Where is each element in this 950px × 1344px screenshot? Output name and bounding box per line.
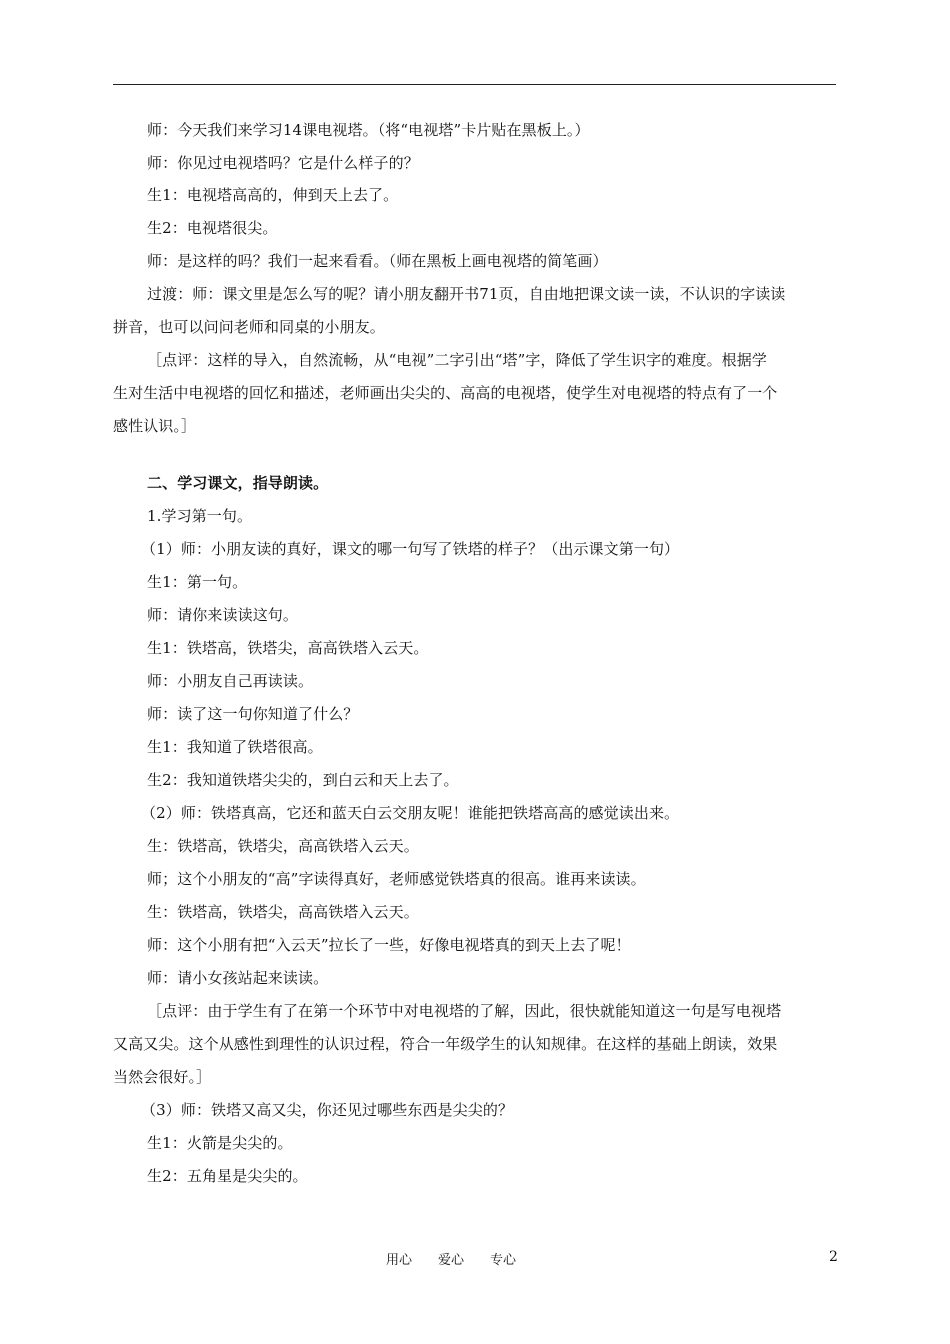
paragraph-line: 生1：电视塔高高的，伸到天上去了。: [147, 186, 399, 204]
paragraph-line: 生1：我知道了铁塔很高。: [147, 738, 323, 756]
paragraph-line: 师：请小女孩站起来读读。: [147, 969, 329, 987]
paragraph-line: 生1：火箭是尖尖的。: [147, 1134, 293, 1152]
paragraph-line: 拼音，也可以问问老师和同桌的小朋友。: [113, 318, 385, 336]
paragraph-line: 生：铁塔高，铁塔尖，高高铁塔入云天。: [147, 837, 419, 855]
page-number: 2: [829, 1249, 838, 1265]
header-rule: [113, 84, 836, 85]
paragraph-line: 生2：电视塔很尖。: [147, 219, 278, 237]
commentary-line: 感性认识。］: [113, 417, 197, 435]
commentary-line: ［点评：由于学生有了在第一个环节中对电视塔的了解，因此，很快就能知道这一句是写电视塔: [147, 1002, 782, 1020]
commentary-line: 又高又尖。这个从感性到理性的认识过程，符合一年级学生的认知规律。在这样的基础上朗读，效果: [113, 1035, 778, 1053]
paragraph-line: 生1：第一句。: [147, 573, 248, 591]
paragraph-line: 师；这个小朋友的“高”字读得真好，老师感觉铁塔真的很高。谁再来读读。: [147, 870, 646, 888]
paragraph-line: 过渡：师：课文里是怎么写的呢？请小朋友翻开书71页，自由地把课文读一读，不认识的字读读: [147, 285, 786, 303]
paragraph-line: 生2：我知道铁塔尖尖的，到白云和天上去了。: [147, 771, 459, 789]
section-heading: 二、学习课文，指导朗读。: [147, 474, 329, 492]
subsection-heading: 1.学习第一句。: [147, 507, 253, 525]
paragraph-line: 师：你见过电视塔吗？它是什么样子的？: [147, 154, 419, 172]
footer-slogan: 用心 爱心 专心: [386, 1253, 517, 1268]
paragraph-line: 生：铁塔高，铁塔尖，高高铁塔入云天。: [147, 903, 419, 921]
paragraph-line: 师：读了这一句你知道了什么？: [147, 705, 359, 723]
paragraph-line: 生2：五角星是尖尖的。: [147, 1167, 308, 1185]
commentary-line: 当然会很好。］: [113, 1068, 212, 1086]
paragraph-line: （3）师：铁塔又高又尖，你还见过哪些东西是尖尖的？: [141, 1101, 514, 1119]
paragraph-line: 师：这个小朋有把“入云天”拉长了一些，好像电视塔真的到天上去了呢！: [147, 936, 631, 954]
paragraph-line: 师：是这样的吗？我们一起来看看。（师在黑板上画电视塔的简笔画）: [147, 252, 608, 270]
commentary-line: ［点评：这样的导入，自然流畅，从“电视”二字引出“塔”字，降低了学生识字的难度。根据学: [147, 351, 767, 369]
paragraph-line: 师：小朋友自己再读读。: [147, 672, 314, 690]
paragraph-line: 师：今天我们来学习14课电视塔。（将“电视塔”卡片贴在黑板上。）: [147, 121, 590, 139]
commentary-line: 生对生活中电视塔的回忆和描述，老师画出尖尖的、高高的电视塔，使学生对电视塔的特点有了一个: [113, 384, 778, 402]
paragraph-line: 生1：铁塔高，铁塔尖，高高铁塔入云天。: [147, 639, 429, 657]
paragraph-line: （1）师：小朋友读的真好，课文的哪一句写了铁塔的样子？（出示课文第一句）: [141, 540, 680, 558]
paragraph-line: （2）师：铁塔真高，它还和蓝天白云交朋友呢！谁能把铁塔高高的感觉读出来。: [141, 804, 680, 822]
paragraph-line: 师：请你来读读这句。: [147, 606, 299, 624]
